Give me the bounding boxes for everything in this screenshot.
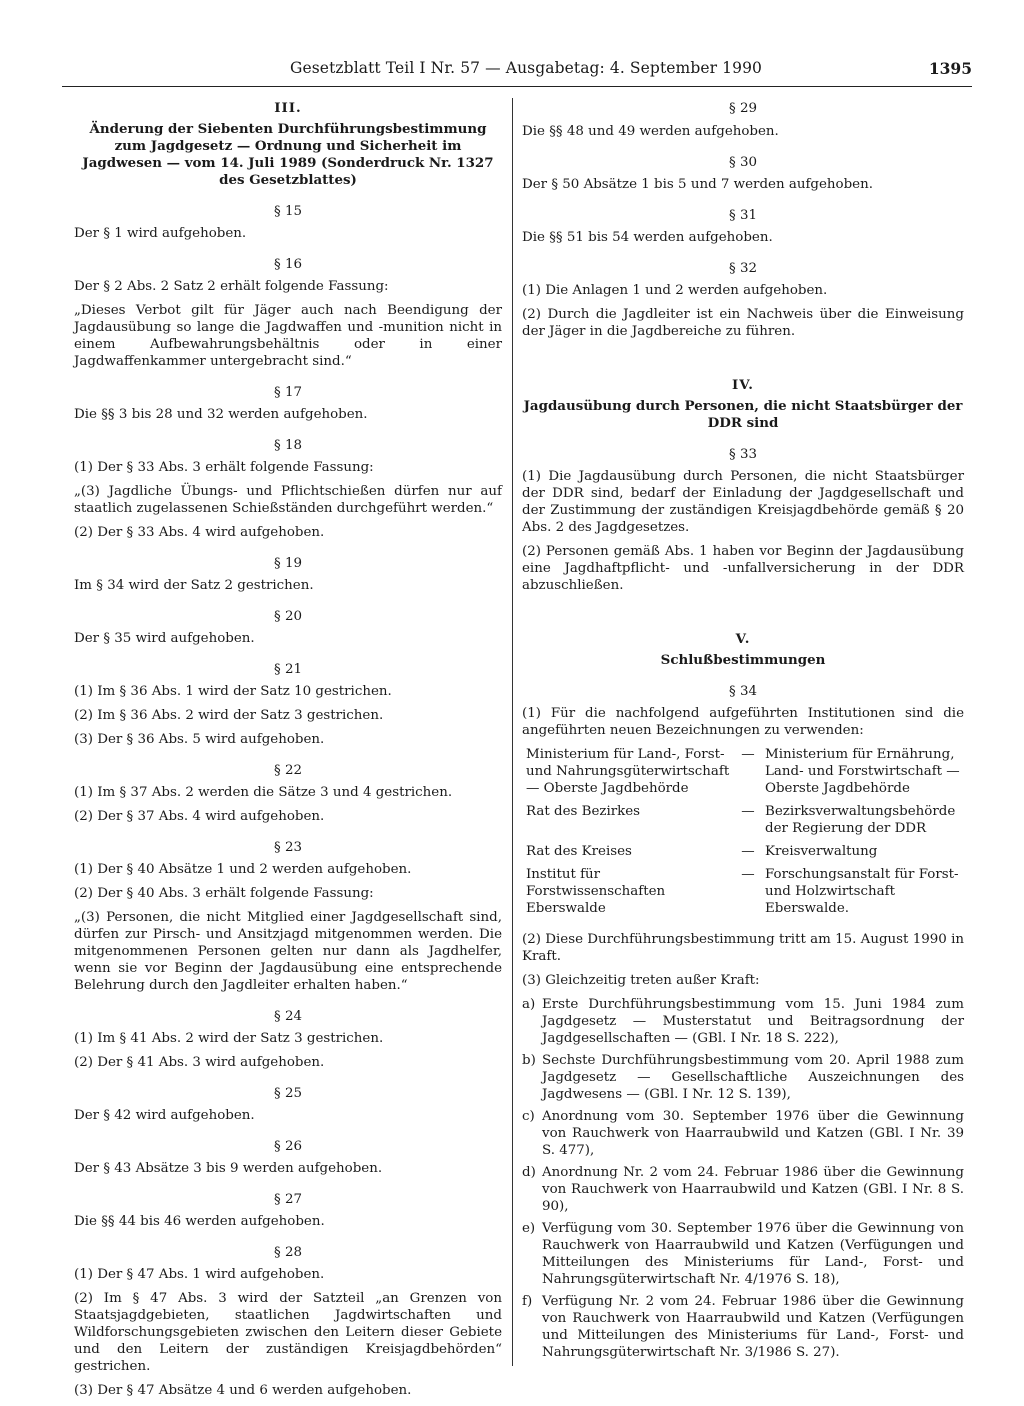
paragraph-text: (2) Personen gemäß Abs. 1 haben vor Beginn der Jagdausübung eine Jagdhaftpflicht- und -unfallversicherung in der DDR abzuschließen. bbox=[522, 544, 964, 593]
old-name: Rat des Bezirkes bbox=[526, 804, 641, 819]
institution-mapping-table bbox=[522, 746, 964, 923]
section-title: Jagdausübung durch Personen, die nicht Staatsbürger der DDR sind bbox=[523, 398, 963, 431]
paragraph-text: (3) Der § 47 Absätze 4 und 6 werden aufgehoben. bbox=[74, 1383, 412, 1398]
paragraph-text: Der § 2 Abs. 2 Satz 2 erhält folgende Fassung: bbox=[74, 279, 389, 294]
list-letter: d) bbox=[522, 1165, 536, 1180]
paragraph-text: „(3) Personen, die nicht Mitglied einer Jagdgesellschaft sind, dürfen zur Pirsch- und Ansitzjagd mitgenommen werden. Die mitgenommenen Personen gelten nur dann als Jagdhelfer, wenn sie vor Beginn der Jagdausübung eine entsprechende Belehrung durch den Jagdleiter erhalten haben.“ bbox=[74, 910, 502, 993]
dash: — bbox=[741, 844, 755, 859]
old-name: Rat des Kreises bbox=[526, 844, 632, 859]
paragraph-heading: § 30 bbox=[729, 155, 757, 170]
paragraph-heading: § 17 bbox=[274, 385, 302, 400]
list-letter: e) bbox=[522, 1221, 536, 1236]
new-name: Forschungsanstalt für Forst- und Holzwirtschaft Eberswalde. bbox=[765, 867, 959, 916]
paragraph-text: (2) Der § 41 Abs. 3 wird aufgehoben. bbox=[74, 1055, 325, 1070]
paragraph-heading: § 34 bbox=[729, 684, 757, 699]
new-name: Kreisverwaltung bbox=[765, 844, 878, 859]
list-letter: f) bbox=[522, 1294, 533, 1309]
paragraph-text: (1) Im § 36 Abs. 1 wird der Satz 10 gestrichen. bbox=[74, 684, 392, 699]
paragraph-text: Der § 50 Absätze 1 bis 5 und 7 werden aufgehoben. bbox=[522, 177, 873, 192]
paragraph-heading: § 27 bbox=[274, 1192, 302, 1207]
section-number: V. bbox=[735, 631, 751, 647]
list-text: Erste Durchführungsbestimmung vom 15. Juni 1984 zum Jagdgesetz — Musterstatut und Beitragsordnung der Jagdgesellschaften — (GBl. I Nr. 18 S. 222), bbox=[542, 997, 964, 1046]
paragraph-text: (3) Der § 36 Abs. 5 wird aufgehoben. bbox=[74, 732, 325, 747]
list-letter: c) bbox=[522, 1109, 535, 1124]
paragraph-text: Im § 34 wird der Satz 2 gestrichen. bbox=[74, 578, 314, 593]
paragraph-text: (2) Der § 40 Abs. 3 erhält folgende Fassung: bbox=[74, 886, 374, 901]
paragraph-heading: § 22 bbox=[274, 763, 302, 778]
paragraph-text: Der § 1 wird aufgehoben. bbox=[74, 226, 247, 241]
paragraph-text: (2) Durch die Jagdleiter ist ein Nachweis über die Einweisung der Jäger in die Jagdbereiche zu führen. bbox=[522, 307, 964, 339]
list-item bbox=[522, 1052, 964, 1103]
paragraph-text: Die §§ 3 bis 28 und 32 werden aufgehoben. bbox=[74, 407, 368, 422]
table-row bbox=[522, 843, 964, 866]
list-text: Verfügung vom 30. September 1976 über die Gewinnung von Rauchwerk von Haarraubwild und Katzen (Verfügungen und Mitteilungen des Ministeriums für Land-, Forst- und Nahrungsgüterwirtschaft Nr. 4/1976 S. 18), bbox=[542, 1221, 964, 1287]
paragraph-text: Die §§ 48 und 49 werden aufgehoben. bbox=[522, 124, 779, 139]
paragraph-heading: § 25 bbox=[274, 1086, 302, 1101]
old-name: Institut für Forstwissenschaften Eberswalde bbox=[526, 867, 666, 916]
right-column bbox=[522, 100, 964, 1366]
paragraph-text: (1) Im § 37 Abs. 2 werden die Sätze 3 und 4 gestrichen. bbox=[74, 785, 453, 800]
list-item bbox=[522, 1293, 964, 1361]
list-item bbox=[522, 996, 964, 1047]
paragraph-text: Der § 42 wird aufgehoben. bbox=[74, 1108, 255, 1123]
old-name: Ministerium für Land-, Forst- und Nahrungsgüterwirtschaft — Oberste Jagdbehörde bbox=[526, 747, 730, 796]
table-row bbox=[522, 866, 964, 923]
paragraph-text: (1) Im § 41 Abs. 2 wird der Satz 3 gestrichen. bbox=[74, 1031, 384, 1046]
paragraph-text: (1) Der § 47 Abs. 1 wird aufgehoben. bbox=[74, 1267, 325, 1282]
paragraph-text: „(3) Jagdliche Übungs- und Pflichtschießen dürfen nur auf staatlich zugelassenen Schießständen durchgeführt werden.“ bbox=[74, 484, 502, 516]
repealed-list bbox=[522, 996, 964, 1361]
list-text: Verfügung Nr. 2 vom 24. Februar 1986 über die Gewinnung von Rauchwerk von Haarraubwild und Katzen (Verfügungen und Mitteilungen des Ministeriums für Land-, Forst- und Nahrungsgüterwirtschaft Nr. 3/1986 S. 27). bbox=[542, 1294, 964, 1360]
paragraph-heading: § 18 bbox=[274, 438, 302, 453]
section-title: Schlußbestimmungen bbox=[660, 652, 826, 668]
list-text: Anordnung vom 30. September 1976 über die Gewinnung von Rauchwerk von Haarraubwild und Katzen (GBl. I Nr. 39 S. 477), bbox=[542, 1109, 964, 1158]
paragraph-heading: § 33 bbox=[729, 447, 757, 462]
page-header bbox=[62, 58, 972, 87]
paragraph-text: (1) Die Anlagen 1 und 2 werden aufgehoben. bbox=[522, 283, 828, 298]
paragraph-heading: § 15 bbox=[274, 204, 302, 219]
section-title: Änderung der Siebenten Durchführungsbestimmung zum Jagdgesetz — Ordnung und Sicherheit im Jagdwesen — vom 14. Juli 1989 (Sonderdruck Nr. 1327 des Gesetzblattes) bbox=[82, 121, 494, 188]
new-name: Bezirksverwaltungsbehörde der Regierung der DDR bbox=[765, 804, 956, 836]
header-title: Gesetzblatt Teil I Nr. 57 — Ausgabetag: 4. September 1990 bbox=[290, 59, 763, 77]
paragraph-heading: § 19 bbox=[274, 556, 302, 571]
list-letter: a) bbox=[522, 997, 536, 1012]
paragraph-text: „Dieses Verbot gilt für Jäger auch nach Beendigung der Jagdausübung so lange die Jagdwaffen und -munition nicht in einem Aufbewahrungsbehältnis oder in einer Jagdwaffenkammer untergebracht sind.“ bbox=[74, 303, 502, 369]
table-row bbox=[522, 746, 964, 803]
section-number: IV. bbox=[732, 377, 754, 393]
paragraph-heading: § 28 bbox=[274, 1245, 302, 1260]
paragraph-text: Der § 43 Absätze 3 bis 9 werden aufgehoben. bbox=[74, 1161, 383, 1176]
paragraph-text: (1) Der § 33 Abs. 3 erhält folgende Fassung: bbox=[74, 460, 374, 475]
paragraph-heading: § 24 bbox=[274, 1009, 302, 1024]
paragraph-text: (3) Gleichzeitig treten außer Kraft: bbox=[522, 973, 760, 988]
paragraph-text: Die §§ 44 bis 46 werden aufgehoben. bbox=[74, 1214, 325, 1229]
dash: — bbox=[741, 867, 755, 882]
paragraph-heading: § 29 bbox=[729, 101, 757, 116]
paragraph-heading: § 20 bbox=[274, 609, 302, 624]
paragraph-text: (1) Die Jagdausübung durch Personen, die nicht Staatsbürger der DDR sind, bedarf der Einladung der Jagdgesellschaft und der Zustimmung der zuständigen Kreisjagdbehörde gemäß § 20 Abs. 2 des Jagdgesetzes. bbox=[522, 469, 964, 535]
paragraph-text: (1) Für die nachfolgend aufgeführten Institutionen sind die angeführten neuen Bezeichnungen zu verwenden: bbox=[522, 706, 964, 738]
list-item bbox=[522, 1108, 964, 1159]
paragraph-heading: § 32 bbox=[729, 261, 757, 276]
list-letter: b) bbox=[522, 1053, 536, 1068]
left-column bbox=[74, 100, 502, 1406]
paragraph-text: (2) Diese Durchführungsbestimmung tritt am 15. August 1990 in Kraft. bbox=[522, 932, 964, 964]
paragraph-text: (1) Der § 40 Absätze 1 und 2 werden aufgehoben. bbox=[74, 862, 412, 877]
paragraph-text: (2) Im § 47 Abs. 3 wird der Satzteil „an Grenzen von Staatsjagdgebieten, staatlichen Jagdwirtschaften und Wildforschungsgebieten zwischen den Leitern dieser Gebiete und den Leitern der zuständigen Kreisjagdbehörden“ gestrichen. bbox=[74, 1291, 502, 1374]
paragraph-text: Die §§ 51 bis 54 werden aufgehoben. bbox=[522, 230, 773, 245]
paragraph-text: (2) Im § 36 Abs. 2 wird der Satz 3 gestrichen. bbox=[74, 708, 384, 723]
column-divider bbox=[512, 98, 513, 1366]
list-text: Sechste Durchführungsbestimmung vom 20. April 1988 zum Jagdgesetz — Gesellschaftliche Auszeichnungen des Jagdwesens — (GBl. I Nr. 12 S. 139), bbox=[542, 1053, 964, 1102]
list-item bbox=[522, 1220, 964, 1288]
paragraph-heading: § 16 bbox=[274, 257, 302, 272]
paragraph-text: Der § 35 wird aufgehoben. bbox=[74, 631, 255, 646]
page-number: 1395 bbox=[928, 59, 972, 78]
paragraph-heading: § 31 bbox=[729, 208, 757, 223]
section-number: III. bbox=[274, 100, 302, 116]
new-name: Ministerium für Ernährung, Land- und Forstwirtschaft — Oberste Jagdbehörde bbox=[765, 747, 960, 796]
list-text: Anordnung Nr. 2 vom 24. Februar 1986 über die Gewinnung von Rauchwerk von Haarraubwild und Katzen (GBl. I Nr. 8 S. 90), bbox=[542, 1165, 964, 1214]
list-item bbox=[522, 1164, 964, 1215]
paragraph-text: (2) Der § 37 Abs. 4 wird aufgehoben. bbox=[74, 809, 325, 824]
table-row bbox=[522, 803, 964, 843]
paragraph-text: (2) Der § 33 Abs. 4 wird aufgehoben. bbox=[74, 525, 325, 540]
dash: — bbox=[741, 747, 755, 762]
paragraph-heading: § 23 bbox=[274, 840, 302, 855]
paragraph-heading: § 26 bbox=[274, 1139, 302, 1154]
paragraph-heading: § 21 bbox=[274, 662, 302, 677]
dash: — bbox=[741, 804, 755, 819]
